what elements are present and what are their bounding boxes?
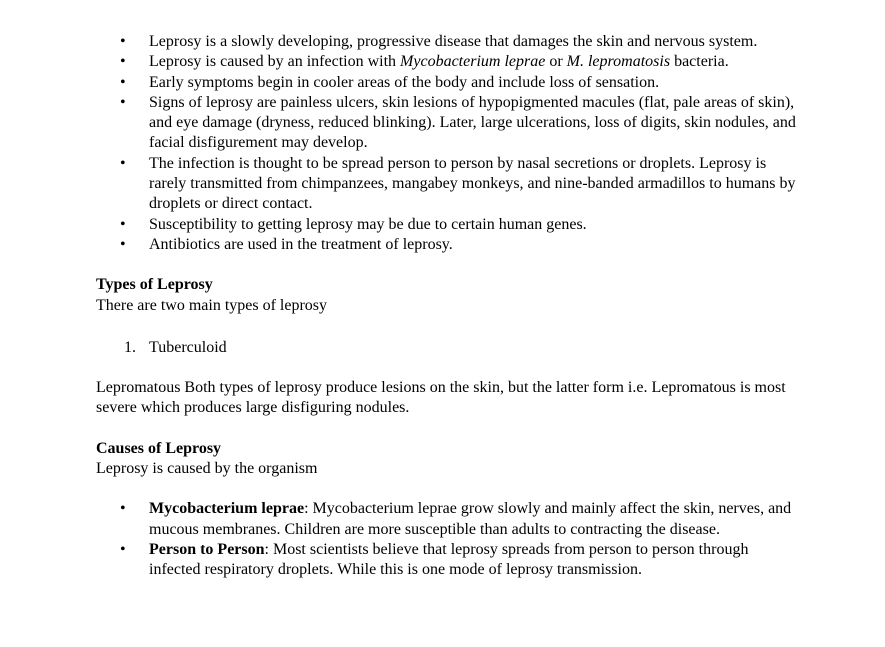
list-item-text: Susceptibility to getting leprosy may be due to certain human genes. bbox=[149, 215, 587, 233]
types-intro: There are two main types of leprosy bbox=[96, 296, 328, 314]
spacer bbox=[96, 358, 796, 378]
list-number: 1. bbox=[124, 338, 136, 356]
list-item-text: Antibiotics are used in the treatment of leprosy. bbox=[149, 235, 453, 253]
intro-bullet-list bbox=[96, 32, 796, 255]
list-item bbox=[96, 338, 796, 358]
spacer bbox=[96, 316, 796, 338]
list-item-text: : Mycobacterium leprae grow slowly and mainly affect the skin, nerves, and mucous membranes. Children are more susceptible than adults to contracting the disease. bbox=[149, 500, 792, 538]
section-heading-causes: Causes of Leprosy bbox=[96, 439, 222, 457]
list-item bbox=[96, 154, 796, 215]
list-item bbox=[96, 52, 796, 72]
species-name: M. lepromatosis bbox=[566, 53, 671, 71]
list-item bbox=[96, 540, 796, 581]
list-item-text: Leprosy is a slowly developing, progressive disease that damages the skin and nervous system. bbox=[149, 33, 758, 50]
cause-term: Person to Person bbox=[149, 540, 265, 558]
list-item-text: or bbox=[545, 53, 567, 71]
spacer bbox=[96, 255, 796, 275]
list-item-text: : Most scientists believe that leprosy spreads from person to person through infected respiratory droplets. While this is one mode of leprosy transmission. bbox=[149, 540, 749, 579]
list-item bbox=[96, 73, 796, 93]
types-paragraph: Lepromatous Both types of leprosy produce lesions on the skin, but the latter form i.e. Lepromatous is most severe which produces large disfiguring nodules. bbox=[96, 379, 786, 417]
list-item-text: The infection is thought to be spread person to person by nasal secretions or droplets. Leprosy is rarely transmitted from chimpanzees, mangabey monkeys, and nine-banded armadillos to humans by droplets or direct contact. bbox=[149, 154, 796, 213]
causes-intro: Leprosy is caused by the organism bbox=[96, 460, 318, 478]
list-item-text: Tuberculoid bbox=[149, 338, 227, 356]
causes-bullet-list bbox=[96, 499, 796, 580]
document-body bbox=[96, 32, 796, 581]
list-item bbox=[96, 215, 796, 235]
list-item-text: Early symptoms begin in cooler areas of the body and include loss of sensation. bbox=[149, 73, 660, 91]
list-item bbox=[96, 93, 796, 154]
types-numbered-list bbox=[96, 338, 796, 358]
list-item-text: Signs of leprosy are painless ulcers, skin lesions of hypopigmented macules (flat, pale areas of skin), and eye damage (dryness, reduced blinking). Later, large ulcerations, loss of digits, skin nodules, and facial disfigurement may develop. bbox=[149, 93, 796, 152]
list-item-text: Leprosy is caused by an infection with bbox=[149, 53, 401, 71]
list-item bbox=[96, 32, 796, 52]
spacer bbox=[96, 419, 796, 439]
section-heading-types: Types of Leprosy bbox=[96, 276, 213, 294]
list-item bbox=[96, 499, 796, 540]
species-name: Mycobacterium leprae bbox=[400, 53, 546, 71]
spacer bbox=[96, 479, 796, 499]
list-item bbox=[96, 235, 796, 255]
list-item-text: bacteria. bbox=[670, 53, 729, 71]
cause-term: Mycobacterium leprae bbox=[149, 500, 305, 518]
